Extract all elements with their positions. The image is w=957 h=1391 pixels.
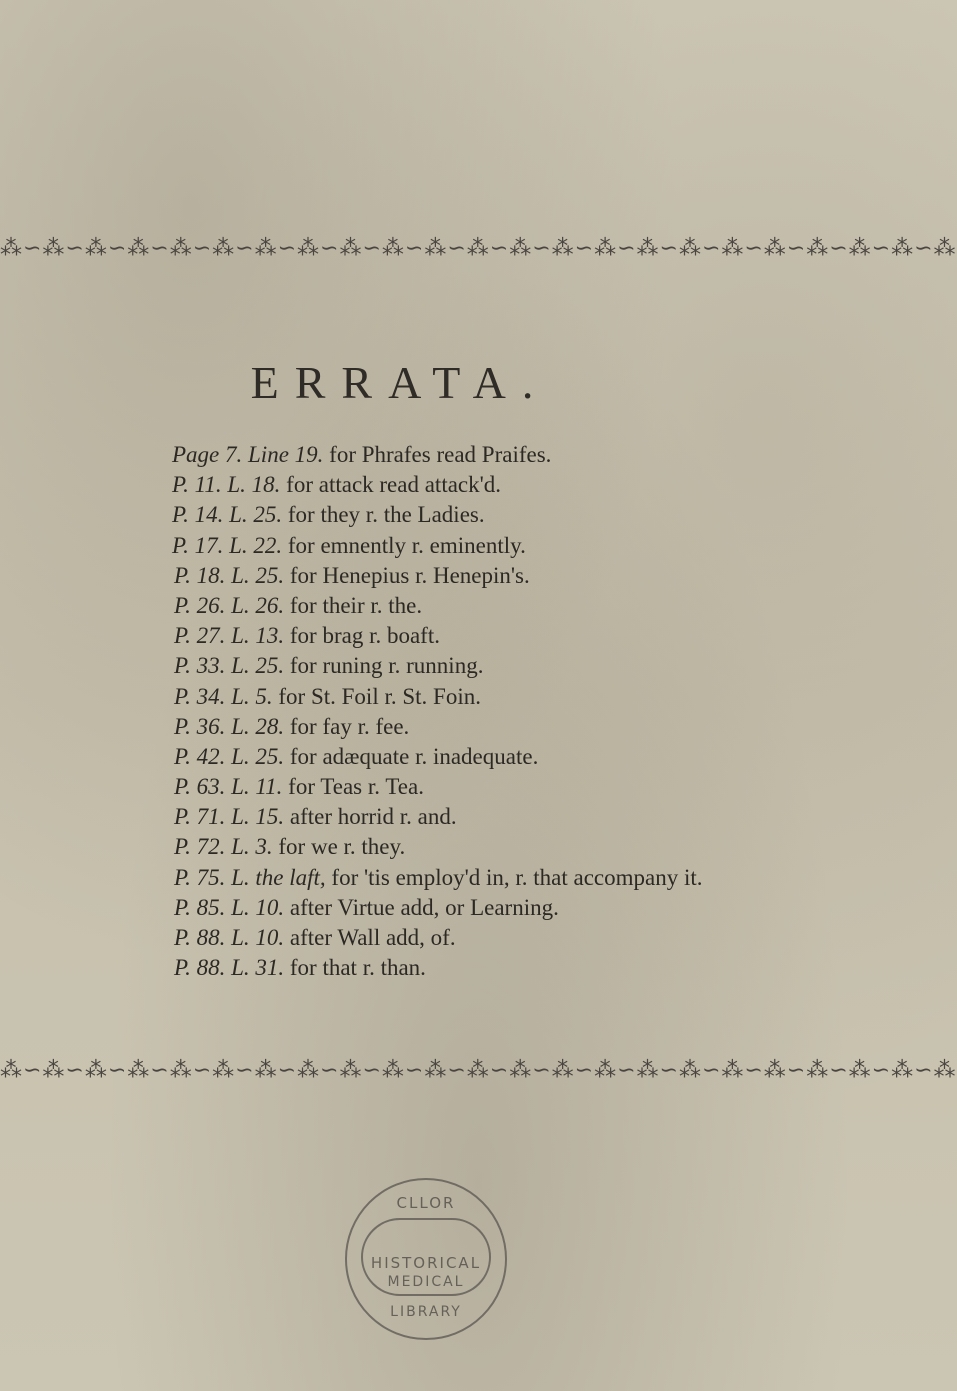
bottom-ornament-border: ⁂∽⁂∽⁂∽⁂∽⁂∽⁂∽⁂∽⁂∽⁂∽⁂∽⁂∽⁂∽⁂∽⁂∽⁂∽⁂∽⁂∽⁂∽⁂∽⁂∽⁂∽⁂∽⁂ xyxy=(0,1058,957,1083)
errata-correction: for that r. than. xyxy=(284,955,426,981)
errata-correction: for 'tis employ'd in, r. that accompany it. xyxy=(325,864,703,890)
errata-correction: after horrid r. and. xyxy=(284,804,457,830)
errata-entry xyxy=(174,802,780,832)
errata-entry xyxy=(172,470,780,500)
errata-correction: for fay r. fee. xyxy=(284,713,410,739)
errata-ref: P. 75. L. the laft, xyxy=(174,864,326,890)
errata-correction: for St. Foil r. St. Foin. xyxy=(272,683,481,709)
errata-entry xyxy=(174,772,780,802)
errata-ref: P. 18. L. 25. xyxy=(174,562,285,588)
errata-entry xyxy=(174,591,780,621)
errata-ref: P. 34. L. 5. xyxy=(174,683,273,709)
errata-ref: P. 72. L. 3. xyxy=(174,834,273,860)
errata-ref: P. 88. L. 31. xyxy=(174,955,285,981)
stamp-line-historical: HISTORICAL xyxy=(370,1254,482,1272)
stamp-top-text: CLLOR xyxy=(396,1194,456,1212)
errata-ref: P. 17. L. 22. xyxy=(172,532,283,558)
errata-entry xyxy=(174,893,780,923)
errata-ref: P. 85. L. 10. xyxy=(174,894,285,920)
errata-correction: for their r. the. xyxy=(284,592,423,618)
errata-ref: P. 63. L. 11. xyxy=(174,774,283,800)
errata-ref: Page 7. Line 19. xyxy=(172,442,324,467)
stamp-line-medical: MEDICAL xyxy=(387,1274,465,1290)
errata-entry xyxy=(174,832,780,862)
errata-ref: P. 11. L. 18. xyxy=(172,472,281,498)
errata-correction: for runing r. running. xyxy=(284,653,484,679)
errata-entry xyxy=(174,863,780,893)
errata-entry xyxy=(174,712,780,742)
errata-correction: for attack read attack'd. xyxy=(280,472,502,498)
errata-correction: for Henepius r. Henepin's. xyxy=(284,562,530,588)
errata-ref: P. 42. L. 25. xyxy=(174,743,285,769)
errata-entry xyxy=(172,531,780,561)
errata-entry xyxy=(174,651,780,681)
errata-entry xyxy=(174,561,780,591)
errata-ref: P. 36. L. 28. xyxy=(174,713,285,739)
errata-correction: for we r. they. xyxy=(272,834,406,860)
errata-ref: P. 88. L. 10. xyxy=(174,925,285,950)
errata-list xyxy=(172,440,780,983)
errata-ref: P. 14. L. 25. xyxy=(172,502,283,528)
errata-correction: for Teas r. Tea. xyxy=(282,774,424,800)
errata-entry xyxy=(174,621,780,651)
errata-correction: for brag r. boaft. xyxy=(284,623,440,649)
errata-correction: for adæquate r. inadequate. xyxy=(284,743,539,769)
errata-entry xyxy=(174,953,780,983)
errata-ref: P. 33. L. 25. xyxy=(174,653,285,679)
page-title: ERRATA. xyxy=(250,357,550,408)
errata-ref: P. 71. L. 15. xyxy=(174,804,285,830)
errata-entry xyxy=(174,742,780,772)
library-stamp xyxy=(345,1178,507,1340)
errata-ref: P. 26. L. 26. xyxy=(174,592,285,618)
errata-correction: after Wall add, of. xyxy=(284,925,456,950)
errata-entry xyxy=(172,440,780,470)
errata-correction: for Phrafes read Praifes. xyxy=(323,442,552,467)
stamp-bottom-text: LIBRARY xyxy=(390,1304,462,1320)
errata-correction: for emnently r. eminently. xyxy=(282,532,526,558)
errata-entry xyxy=(174,923,780,953)
errata-ref: P. 27. L. 13. xyxy=(174,623,285,649)
errata-correction: for they r. the Ladies. xyxy=(282,502,485,528)
errata-correction: after Virtue add, or Learning. xyxy=(284,894,559,920)
errata-entry xyxy=(174,682,780,712)
top-ornament-border: ⁂∽⁂∽⁂∽⁂∽⁂∽⁂∽⁂∽⁂∽⁂∽⁂∽⁂∽⁂∽⁂∽⁂∽⁂∽⁂∽⁂∽⁂∽⁂∽⁂∽⁂∽⁂∽⁂ xyxy=(0,236,957,261)
errata-entry xyxy=(172,500,780,530)
